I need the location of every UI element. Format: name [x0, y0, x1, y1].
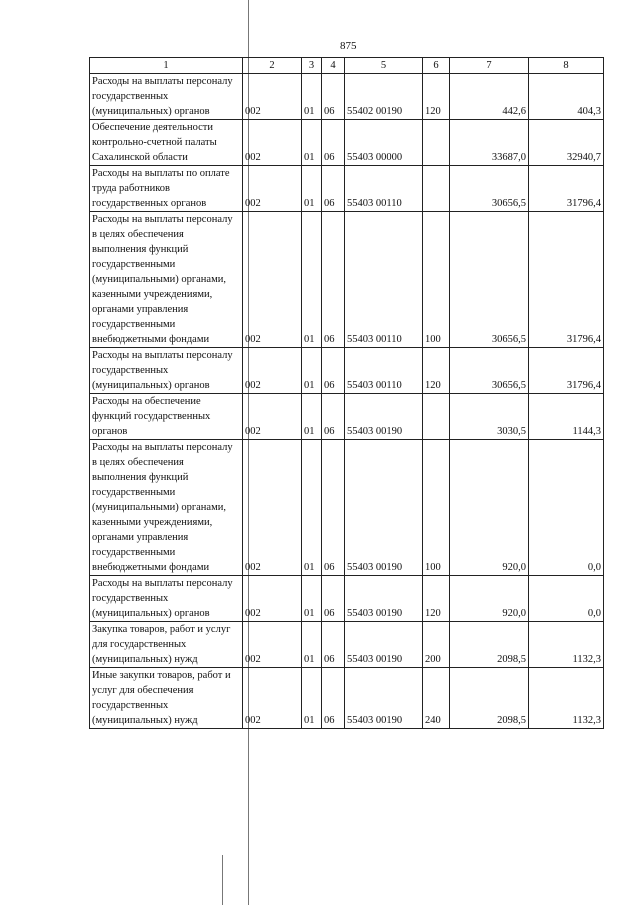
section-code: 01	[302, 394, 322, 440]
header-cell: 6	[423, 58, 450, 74]
item-name: Расходы на выплаты персоналу государственных (муниципальных) органов	[90, 74, 243, 120]
expense-type-code: 120	[423, 348, 450, 394]
table-row	[90, 440, 604, 576]
amount-col8: 0,0	[529, 576, 604, 622]
amount-col7: 442,6	[450, 74, 529, 120]
target-article-code: 55403 00110	[345, 166, 423, 212]
page-number: 875	[340, 40, 357, 52]
amount-col8: 31796,4	[529, 348, 604, 394]
amount-col8: 0,0	[529, 440, 604, 576]
target-article-code: 55403 00190	[345, 576, 423, 622]
item-name: Расходы на выплаты персоналу в целях обеспечения выполнения функций государственными (муниципальными) органами, казенными учреждениями, органами управления государственными внебюджетными фондами	[90, 440, 243, 576]
ministry-code: 002	[243, 576, 302, 622]
ministry-code: 002	[243, 166, 302, 212]
item-name: Расходы на выплаты персоналу государственных (муниципальных) органов	[90, 348, 243, 394]
table-row	[90, 120, 604, 166]
target-article-code: 55403 00190	[345, 394, 423, 440]
expense-type-code: 200	[423, 622, 450, 668]
amount-col7: 2098,5	[450, 668, 529, 729]
section-code: 01	[302, 166, 322, 212]
expense-type-code: 240	[423, 668, 450, 729]
header-cell: 1	[90, 58, 243, 74]
ministry-code: 002	[243, 348, 302, 394]
header-cell: 7	[450, 58, 529, 74]
table-row	[90, 348, 604, 394]
target-article-code: 55403 00000	[345, 120, 423, 166]
amount-col7: 920,0	[450, 576, 529, 622]
target-article-code: 55403 00110	[345, 348, 423, 394]
amount-col8: 31796,4	[529, 212, 604, 348]
section-code: 01	[302, 74, 322, 120]
table-row	[90, 576, 604, 622]
budget-table	[89, 57, 604, 729]
ministry-code: 002	[243, 622, 302, 668]
ministry-code: 002	[243, 394, 302, 440]
header-cell: 4	[322, 58, 345, 74]
expense-type-code	[423, 120, 450, 166]
amount-col7: 30656,5	[450, 166, 529, 212]
scan-artifact-line	[222, 855, 223, 905]
item-name: Расходы на выплаты по оплате труда работников государственных органов	[90, 166, 243, 212]
subsection-code: 06	[322, 348, 345, 394]
amount-col8: 32940,7	[529, 120, 604, 166]
header-cell: 5	[345, 58, 423, 74]
subsection-code: 06	[322, 440, 345, 576]
target-article-code: 55402 00190	[345, 74, 423, 120]
amount-col7: 30656,5	[450, 348, 529, 394]
ministry-code: 002	[243, 212, 302, 348]
subsection-code: 06	[322, 394, 345, 440]
amount-col8: 1144,3	[529, 394, 604, 440]
ministry-code: 002	[243, 74, 302, 120]
table-row	[90, 74, 604, 120]
amount-col7: 920,0	[450, 440, 529, 576]
subsection-code: 06	[322, 576, 345, 622]
amount-col7: 33687,0	[450, 120, 529, 166]
amount-col8: 1132,3	[529, 622, 604, 668]
header-row	[90, 58, 604, 74]
table-row	[90, 668, 604, 729]
amount-col8: 31796,4	[529, 166, 604, 212]
expense-type-code	[423, 166, 450, 212]
subsection-code: 06	[322, 668, 345, 729]
target-article-code: 55403 00190	[345, 622, 423, 668]
section-code: 01	[302, 120, 322, 166]
table-row	[90, 394, 604, 440]
table-row	[90, 212, 604, 348]
expense-type-code	[423, 394, 450, 440]
ministry-code: 002	[243, 440, 302, 576]
item-name: Обеспечение деятельности контрольно-счетной палаты Сахалинской области	[90, 120, 243, 166]
header-cell: 3	[302, 58, 322, 74]
target-article-code: 55403 00190	[345, 440, 423, 576]
subsection-code: 06	[322, 622, 345, 668]
expense-type-code: 120	[423, 576, 450, 622]
subsection-code: 06	[322, 120, 345, 166]
section-code: 01	[302, 668, 322, 729]
target-article-code: 55403 00110	[345, 212, 423, 348]
subsection-code: 06	[322, 166, 345, 212]
ministry-code: 002	[243, 668, 302, 729]
subsection-code: 06	[322, 74, 345, 120]
expense-type-code: 100	[423, 440, 450, 576]
item-name: Расходы на обеспечение функций государственных органов	[90, 394, 243, 440]
item-name: Закупка товаров, работ и услуг для государственных (муниципальных) нужд	[90, 622, 243, 668]
target-article-code: 55403 00190	[345, 668, 423, 729]
amount-col7: 2098,5	[450, 622, 529, 668]
item-name: Иные закупки товаров, работ и услуг для обеспечения государственных (муниципальных) нужд	[90, 668, 243, 729]
section-code: 01	[302, 576, 322, 622]
amount-col8: 1132,3	[529, 668, 604, 729]
header-cell: 2	[243, 58, 302, 74]
section-code: 01	[302, 348, 322, 394]
table-row	[90, 166, 604, 212]
amount-col7: 30656,5	[450, 212, 529, 348]
expense-type-code: 120	[423, 74, 450, 120]
amount-col8: 404,3	[529, 74, 604, 120]
section-code: 01	[302, 440, 322, 576]
subsection-code: 06	[322, 212, 345, 348]
table-row	[90, 622, 604, 668]
expense-type-code: 100	[423, 212, 450, 348]
item-name: Расходы на выплаты персоналу в целях обеспечения выполнения функций государственными (муниципальными) органами, казенными учреждениями, органами управления государственными внебюджетными фондами	[90, 212, 243, 348]
item-name: Расходы на выплаты персоналу государственных (муниципальных) органов	[90, 576, 243, 622]
amount-col7: 3030,5	[450, 394, 529, 440]
section-code: 01	[302, 622, 322, 668]
header-cell: 8	[529, 58, 604, 74]
ministry-code: 002	[243, 120, 302, 166]
section-code: 01	[302, 212, 322, 348]
